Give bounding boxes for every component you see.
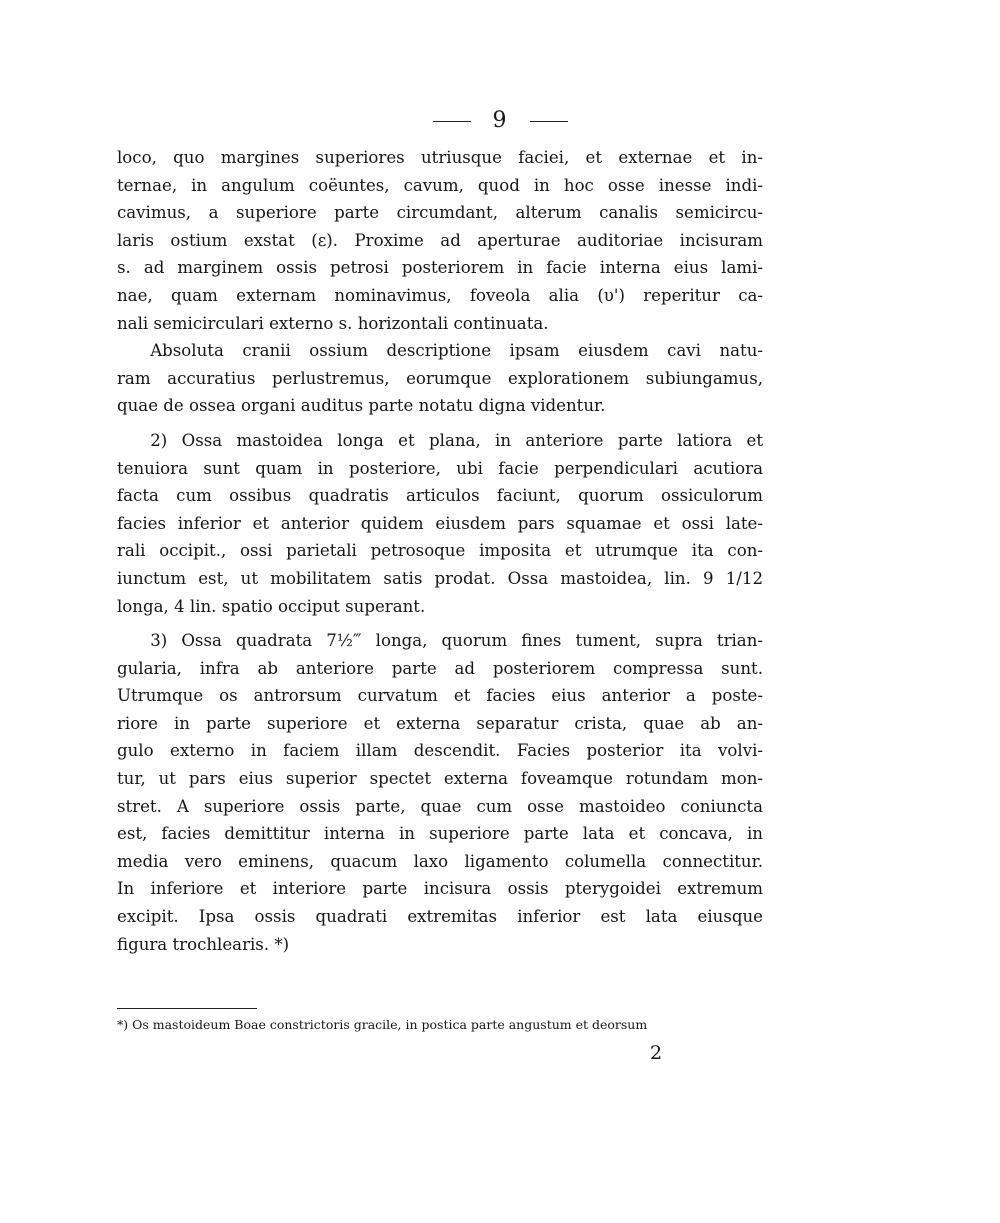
text-line: longa, 4 lin. spatio occiput superant. [117,596,426,616]
text-line: loco, quo margines superiores utriusque faciei, et externae et in- [117,148,763,167]
text-line: Utrumque os antrorsum curvatum et facies eius anterior a poste- [117,686,763,706]
text-line: iunctum est, ut mobilitatem satis prodat. Ossa mastoidea, lin. 9 1/12 [117,568,763,588]
text-line: facies inferior et anterior quidem eiusdem pars squamae et ossi late- [117,513,763,533]
text-line: 3) Ossa quadrata 7½‴ longa, quorum fines tument, supra trian- [150,631,763,651]
page-number: 9 [492,108,508,133]
text-line: tur, ut pars eius superior spectet externa foveamque rotundam mon- [117,769,763,789]
text-line: riore in parte superiore et externa separatur crista, quae ab an- [117,713,763,733]
text-line: s. ad marginem ossis petrosi posteriorem in facie interna eius lami- [117,258,763,278]
text-line: gulo externo in faciem illam descendit. Facies posterior ita volvi- [117,741,763,761]
text-line: rali occipit., ossi parietali petrosoque imposita et utrumque ita con- [117,541,763,561]
text-line: nae, quam externam nominavimus, foveola alia (υ') reperitur ca- [117,285,763,305]
text-line: media vero eminens, quacum laxo ligamento columella connectitur. [117,851,763,871]
header-rule-left [433,121,471,122]
text-line: ram accuratius perlustremus, eorumque explorationem subiungamus, [117,368,763,388]
text-line: excipit. Ipsa ossis quadrati extremitas inferior est lata eiusque [117,907,763,927]
text-line: quae de ossea organi auditus parte notatu digna videntur. [117,396,606,416]
paragraph-gap [117,420,763,427]
text-line: est, facies demittitur interna in superiore parte lata et concava, in [117,824,763,844]
header-rule-right [530,121,568,122]
text-line: 2) Ossa mastoidea longa et plana, in anteriore parte latiora et [150,430,763,450]
text-line: laris ostium exstat (ε). Proxime ad aperturae auditoriae incisuram [117,230,763,250]
text-line: ternae, in angulum coëuntes, cavum, quod in hoc osse inesse indi- [117,175,763,195]
text-line: cavimus, a superiore parte circumdant, alterum canalis semicircu- [117,203,763,223]
paragraph-gap [117,620,763,627]
text-line: tenuiora sunt quam in posteriore, ubi facie perpendiculari acutiora [117,458,763,478]
text-line: stret. A superiore ossis parte, quae cum osse mastoideo coniuncta [117,796,763,816]
text-line: In inferiore et interiore parte incisura ossis pterygoidei extremum [117,879,763,899]
text-line: Absoluta cranii ossium descriptione ipsam eiusdem cavi natu- [150,341,763,361]
text-line: figura trochlearis. *) [117,934,290,954]
body-text [117,144,763,958]
signature-mark: 2 [650,1042,663,1064]
text-line: facta cum ossibus quadratis articulos faciunt, quorum ossiculorum [117,486,763,506]
text-line: gularia, infra ab anteriore parte ad posteriorem compressa sunt. [117,658,763,678]
page-header [0,108,1000,133]
footnote: *) Os mastoideum Boae constrictoris gracile, in postica parte angustum et deorsum [117,1017,648,1032]
footnote-rule [117,1008,257,1009]
text-line: nali semicirculari externo s. horizontali continuata. [117,313,549,333]
